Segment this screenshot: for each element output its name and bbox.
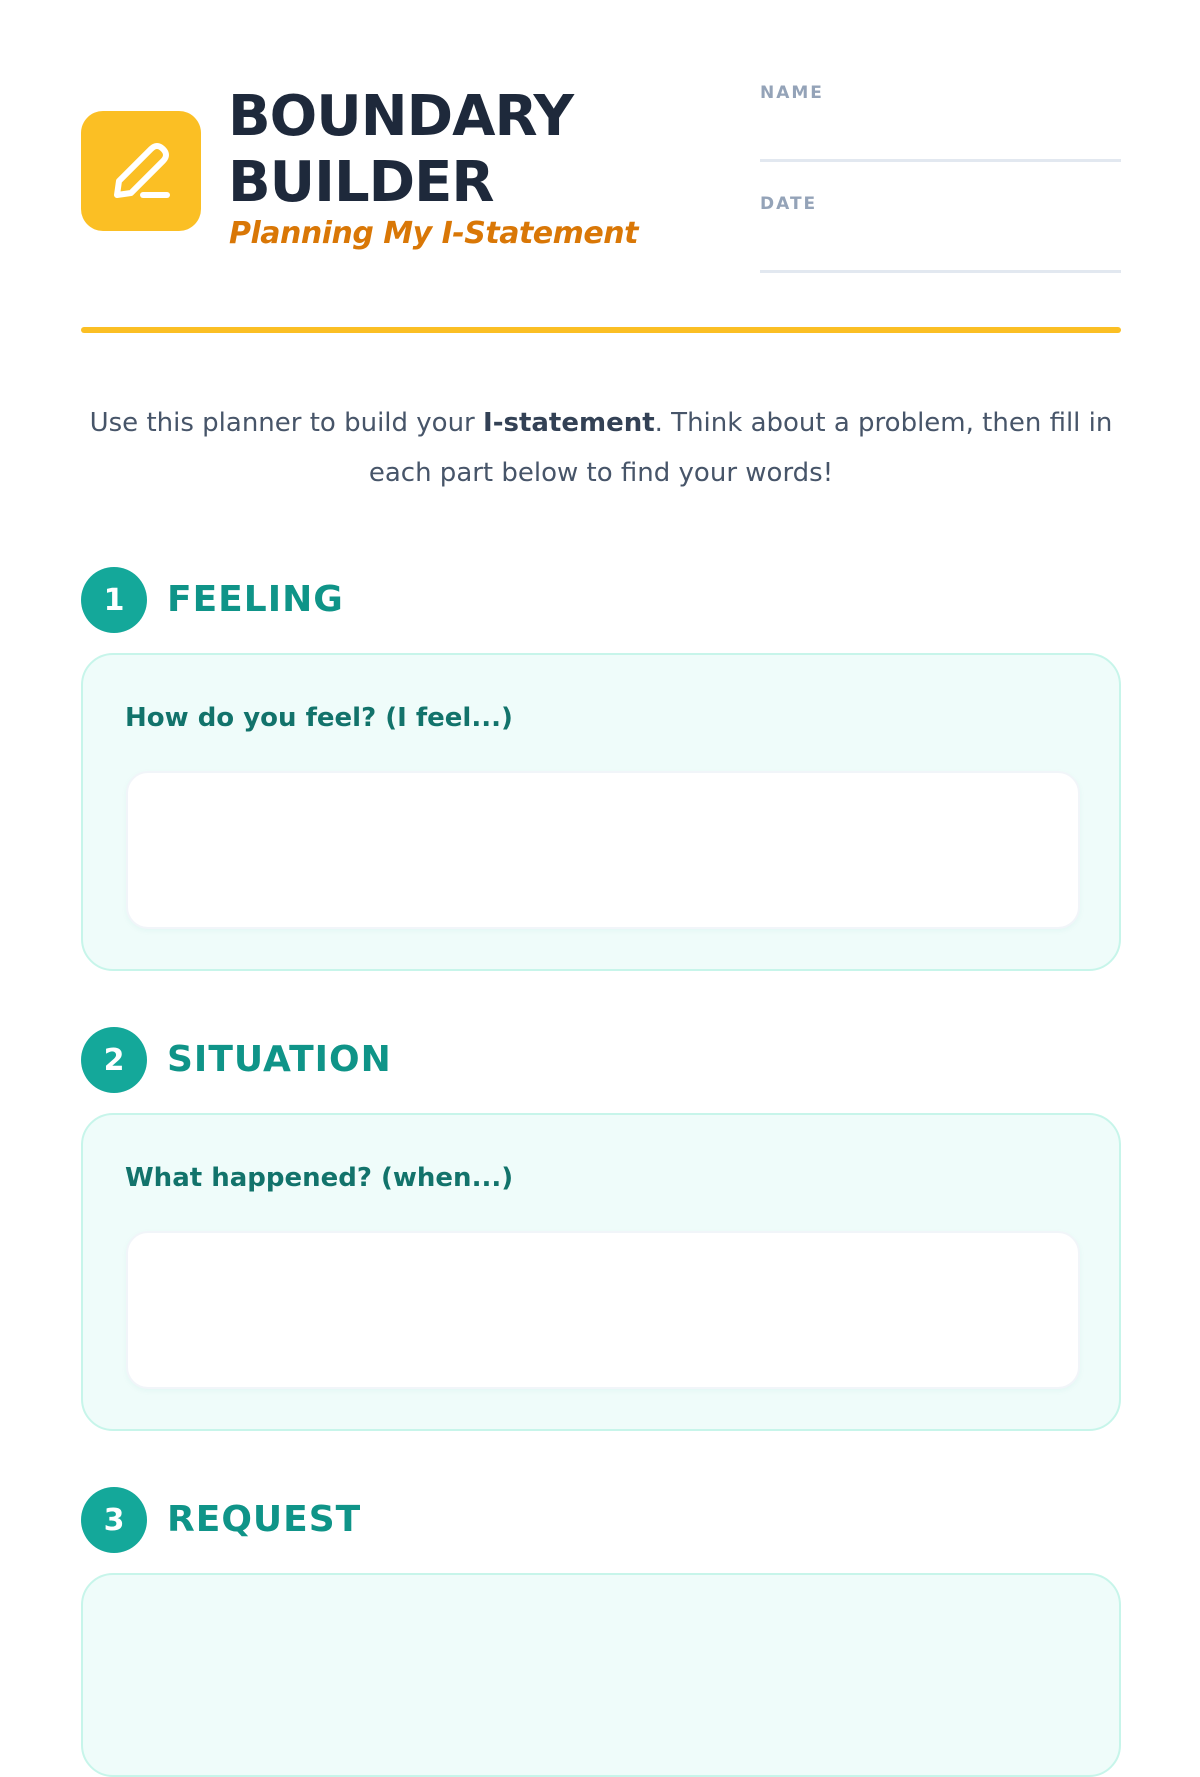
logo-tile (81, 111, 201, 231)
intro-text (81, 398, 1121, 498)
header-divider (81, 327, 1121, 333)
section-prompt: What happened? (when...) (125, 1163, 514, 1193)
intro-text-after: . Think about a problem, then fill in each part below to find your words! (368, 408, 1113, 488)
section-title-situation: SITUATION (167, 1039, 392, 1080)
situation-answer-field[interactable] (126, 1231, 1080, 1389)
date-field[interactable] (760, 270, 1121, 273)
section-card-situation (81, 1113, 1121, 1431)
page-title (228, 84, 573, 216)
section-number-badge: 3 (81, 1487, 147, 1553)
feeling-answer-field[interactable] (126, 771, 1080, 929)
title-line-2: BUILDER (228, 150, 494, 215)
page-subtitle: Planning My I-Statement (229, 216, 638, 251)
section-number-badge: 2 (81, 1027, 147, 1093)
section-card-request (81, 1573, 1121, 1777)
section-card-feeling (81, 653, 1121, 971)
intro-text-before: Use this planner to build your (89, 408, 484, 438)
name-label: NAME (760, 83, 824, 103)
pencil-icon (103, 133, 179, 209)
section-title-request: REQUEST (167, 1499, 362, 1540)
title-line-1: BOUNDARY (228, 84, 574, 149)
section-title-feeling: FEELING (167, 579, 344, 620)
name-field[interactable] (760, 159, 1121, 162)
intro-text-bold: I-statement (483, 408, 655, 438)
date-label: DATE (760, 194, 818, 214)
section-number-badge: 1 (81, 567, 147, 633)
section-prompt: How do you feel? (I feel...) (125, 703, 513, 733)
